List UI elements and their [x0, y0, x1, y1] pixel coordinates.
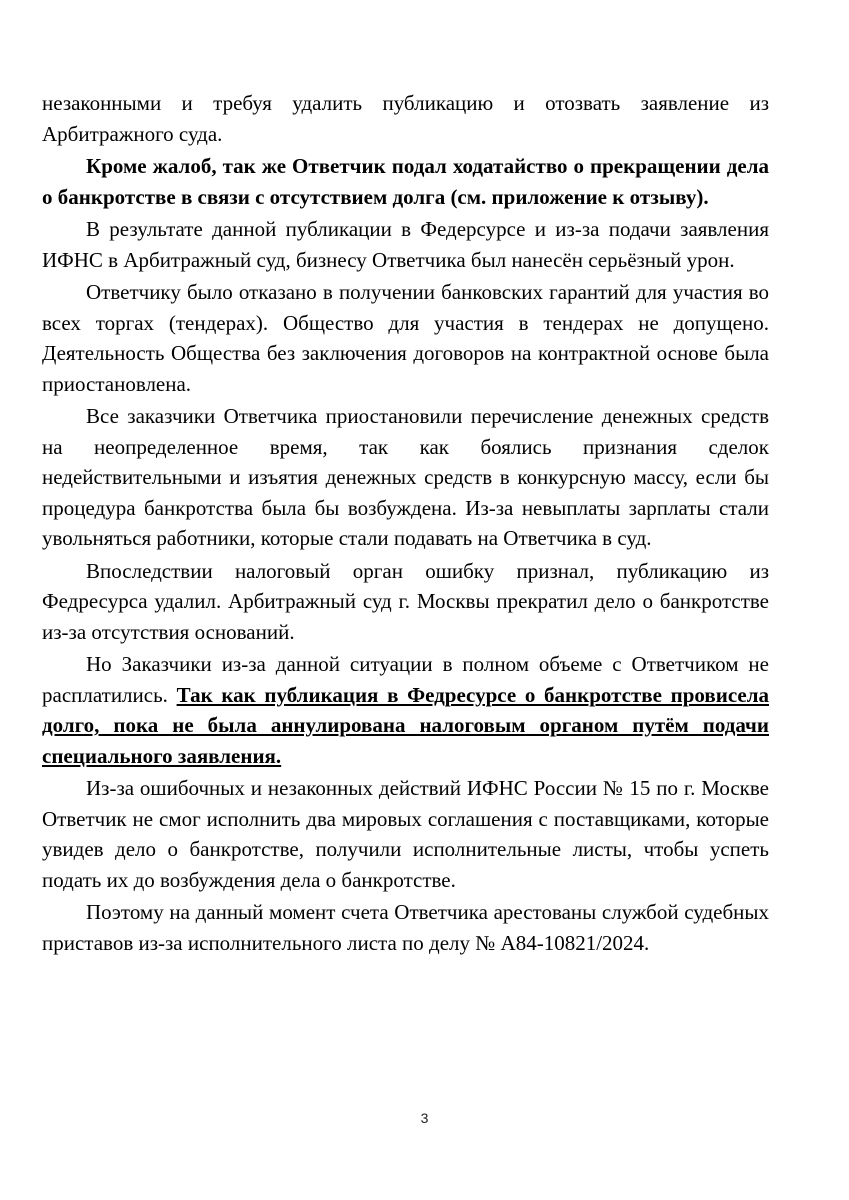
- paragraph-4: Ответчику было отказано в получении банковских гарантий для участия во всех торгах (тендерах). Общество для участия в тендерах не допущено. Деятельность Общества без заключения договоров на контрактной основе была приостановлена.: [42, 280, 769, 396]
- paragraph-7: [42, 649, 769, 771]
- paragraph-9: Поэтому на данный момент счета Ответчика арестованы службой судебных приставов из-за исполнительного листа по делу № А84-10821/2024.: [42, 900, 769, 955]
- paragraph-6: Впоследствии налоговый орган ошибку признал, публикацию из Федресурса удалил. Арбитражный суд г. Москвы прекратил дело о банкротстве из-за отсутствия оснований.: [42, 558, 769, 644]
- paragraph-8: Из-за ошибочных и незаконных действий ИФНС России № 15 по г. Москве Ответчик не смог исполнить два мировых соглашения с поставщиками, которые увидев дело о банкротстве, получили исполнительные листы, чтобы успеть подать их до возбуждения дела о банкротстве.: [42, 776, 769, 892]
- document-body: [42, 88, 769, 960]
- paragraph-3: В результате данной публикации в Федерсурсе и из-за подачи заявления ИФНС в Арбитражный суд, бизнесу Ответчика был нанесён серьёзный урон.: [42, 217, 769, 272]
- paragraph-5: Все заказчики Ответчика приостановили перечисление денежных средств на неопределенное время, так как боялись признания сделок недействительными и изъятия денежных средств в конкурсную массу, если бы процедура банкротства была бы возбуждена. Из-за невыплаты зарплаты стали увольняться работники, которые стали подавать на Ответчика в суд.: [42, 404, 769, 550]
- paragraph-7-plain: Но Заказчики из-за данной ситуации в полном объеме с Ответчиком не расплатились.: [42, 652, 769, 707]
- paragraph-2-bold: Кроме жалоб, так же Ответчик подал ходатайство о прекращении дела о банкротстве в связи с отсутствием долга (см. приложение к отзыву).: [42, 154, 769, 209]
- paragraph-7-underlined: Так как публикация в Федресурсе о банкротстве провисела долго, пока не была аннулирована налоговым органом путём подачи специального заявления.: [42, 682, 769, 768]
- paragraph-1: незаконными и требуя удалить публикацию и отозвать заявление из Арбитражного суда.: [42, 91, 769, 146]
- page-number: 3: [420, 1110, 429, 1126]
